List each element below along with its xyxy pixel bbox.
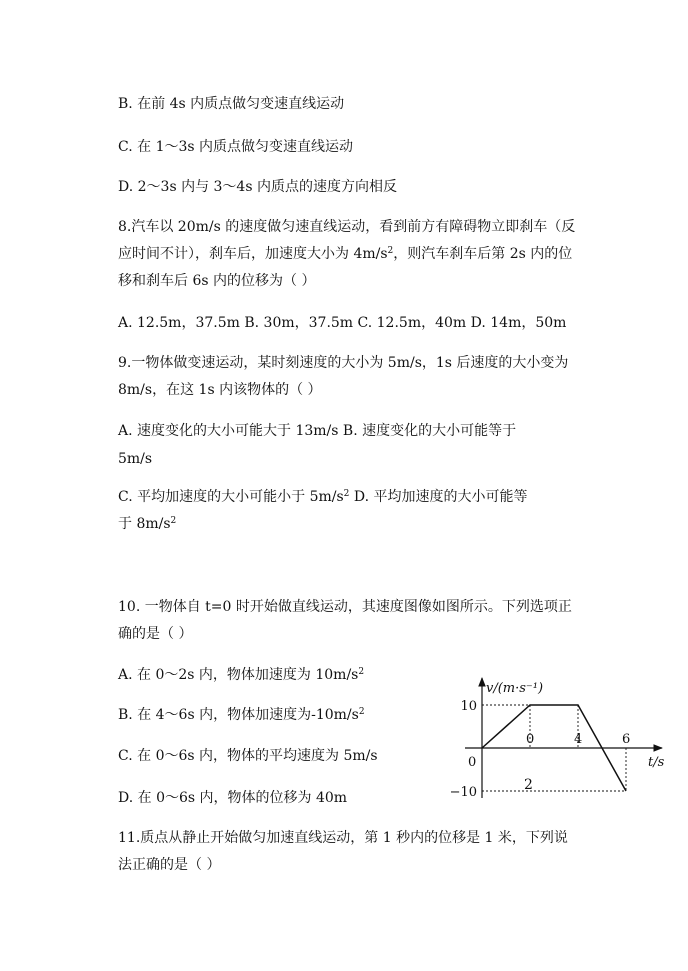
q10-stem-line1: 10. 一物体自 t=0 时开始做直线运动，其速度图像如图所示。下列选项正 xyxy=(118,599,572,615)
q9-option-d-cont-text: 于 8m/s xyxy=(118,516,171,532)
q10-stem-line2: 确的是（ ） xyxy=(118,626,193,642)
x-tick-label: 6 xyxy=(622,732,631,747)
q10-option-c: C. 在 0～6s 内，物体的平均速度为 5m/s xyxy=(118,748,378,764)
q9-option-d-sup: 2 xyxy=(170,516,177,526)
velocity-time-chart xyxy=(440,670,675,805)
q9-option-b-cont: 5m/s xyxy=(118,451,153,467)
q8-stem-line3: 移和刹车后 6s 内的位移为（ ） xyxy=(118,273,316,289)
x-tick-label: 0 xyxy=(526,732,535,747)
q11-stem-line1: 11.质点从静止开始做匀加速直线运动，第 1 秒内的位移是 1 米，下列说 xyxy=(118,830,568,846)
x-axis-label: t/s xyxy=(648,755,665,770)
q7-option-b: B. 在前 4s 内质点做匀变速直线运动 xyxy=(118,96,345,112)
q9-options-ab: A. 速度变化的大小可能大于 13m/s B. 速度变化的大小可能等于 xyxy=(118,423,517,439)
q8-stem-line1: 8.汽车以 20m/s 的速度做匀速直线运动，看到前方有障碍物立即刹车（反 xyxy=(118,219,576,235)
q8-stem-line2-text: 应时间不计），刹车后，加速度大小为 4m/s xyxy=(118,246,388,262)
origin-label: 0 xyxy=(468,755,477,770)
q9-option-c-text: C. 平均加速度的大小可能小于 5m/s xyxy=(118,489,344,505)
q8-sup: 2 xyxy=(387,246,394,256)
q10-option-a-text: A. 在 0～2s 内，物体加速度为 10m/s xyxy=(118,667,359,683)
q7-option-d: D. 2～3s 内与 3～4s 内质点的速度方向相反 xyxy=(118,179,397,195)
q9-option-c-sup: 2 xyxy=(343,489,350,499)
q7-option-c: C. 在 1～3s 内质点做匀变速直线运动 xyxy=(118,139,354,155)
x-tick-label: 4 xyxy=(574,732,583,747)
q8-stem-line2-rest: ，则汽车刹车后第 2s 内的位 xyxy=(393,246,573,262)
y-tick-label: 10 xyxy=(460,699,477,714)
q9-option-d-text: D. 平均加速度的大小可能等 xyxy=(349,489,528,505)
q8-stem-line2 xyxy=(118,244,572,264)
q10-option-d: D. 在 0～6s 内，物体的位移为 40m xyxy=(118,790,348,806)
y-tick-label: −10 xyxy=(449,785,477,800)
q9-stem-line2: 8m/s，在这 1s 内该物体的（ ） xyxy=(118,382,322,398)
q9-option-d-cont xyxy=(118,514,176,534)
q9-stem-line1: 9.一物体做变速运动，某时刻速度的大小为 5m/s，1s 后速度的大小变为 xyxy=(118,355,569,371)
extra-label: 2 xyxy=(524,777,533,793)
q11-stem-line2: 法正确的是（ ） xyxy=(118,857,221,873)
q10-option-a-sup: 2 xyxy=(358,667,365,677)
q10-option-b-text: B. 在 4～6s 内，物体加速度为-10m/s xyxy=(118,707,359,723)
q9-options-cd xyxy=(118,487,527,507)
q10-option-b-sup: 2 xyxy=(358,707,365,717)
q10-option-b xyxy=(118,705,365,725)
q10-option-a xyxy=(118,665,364,685)
y-axis-label: v/(m·s⁻¹) xyxy=(486,681,544,696)
q8-options: A. 12.5m，37.5m B. 30m，37.5m C. 12.5m，40m D. 14m，50m xyxy=(118,315,567,331)
